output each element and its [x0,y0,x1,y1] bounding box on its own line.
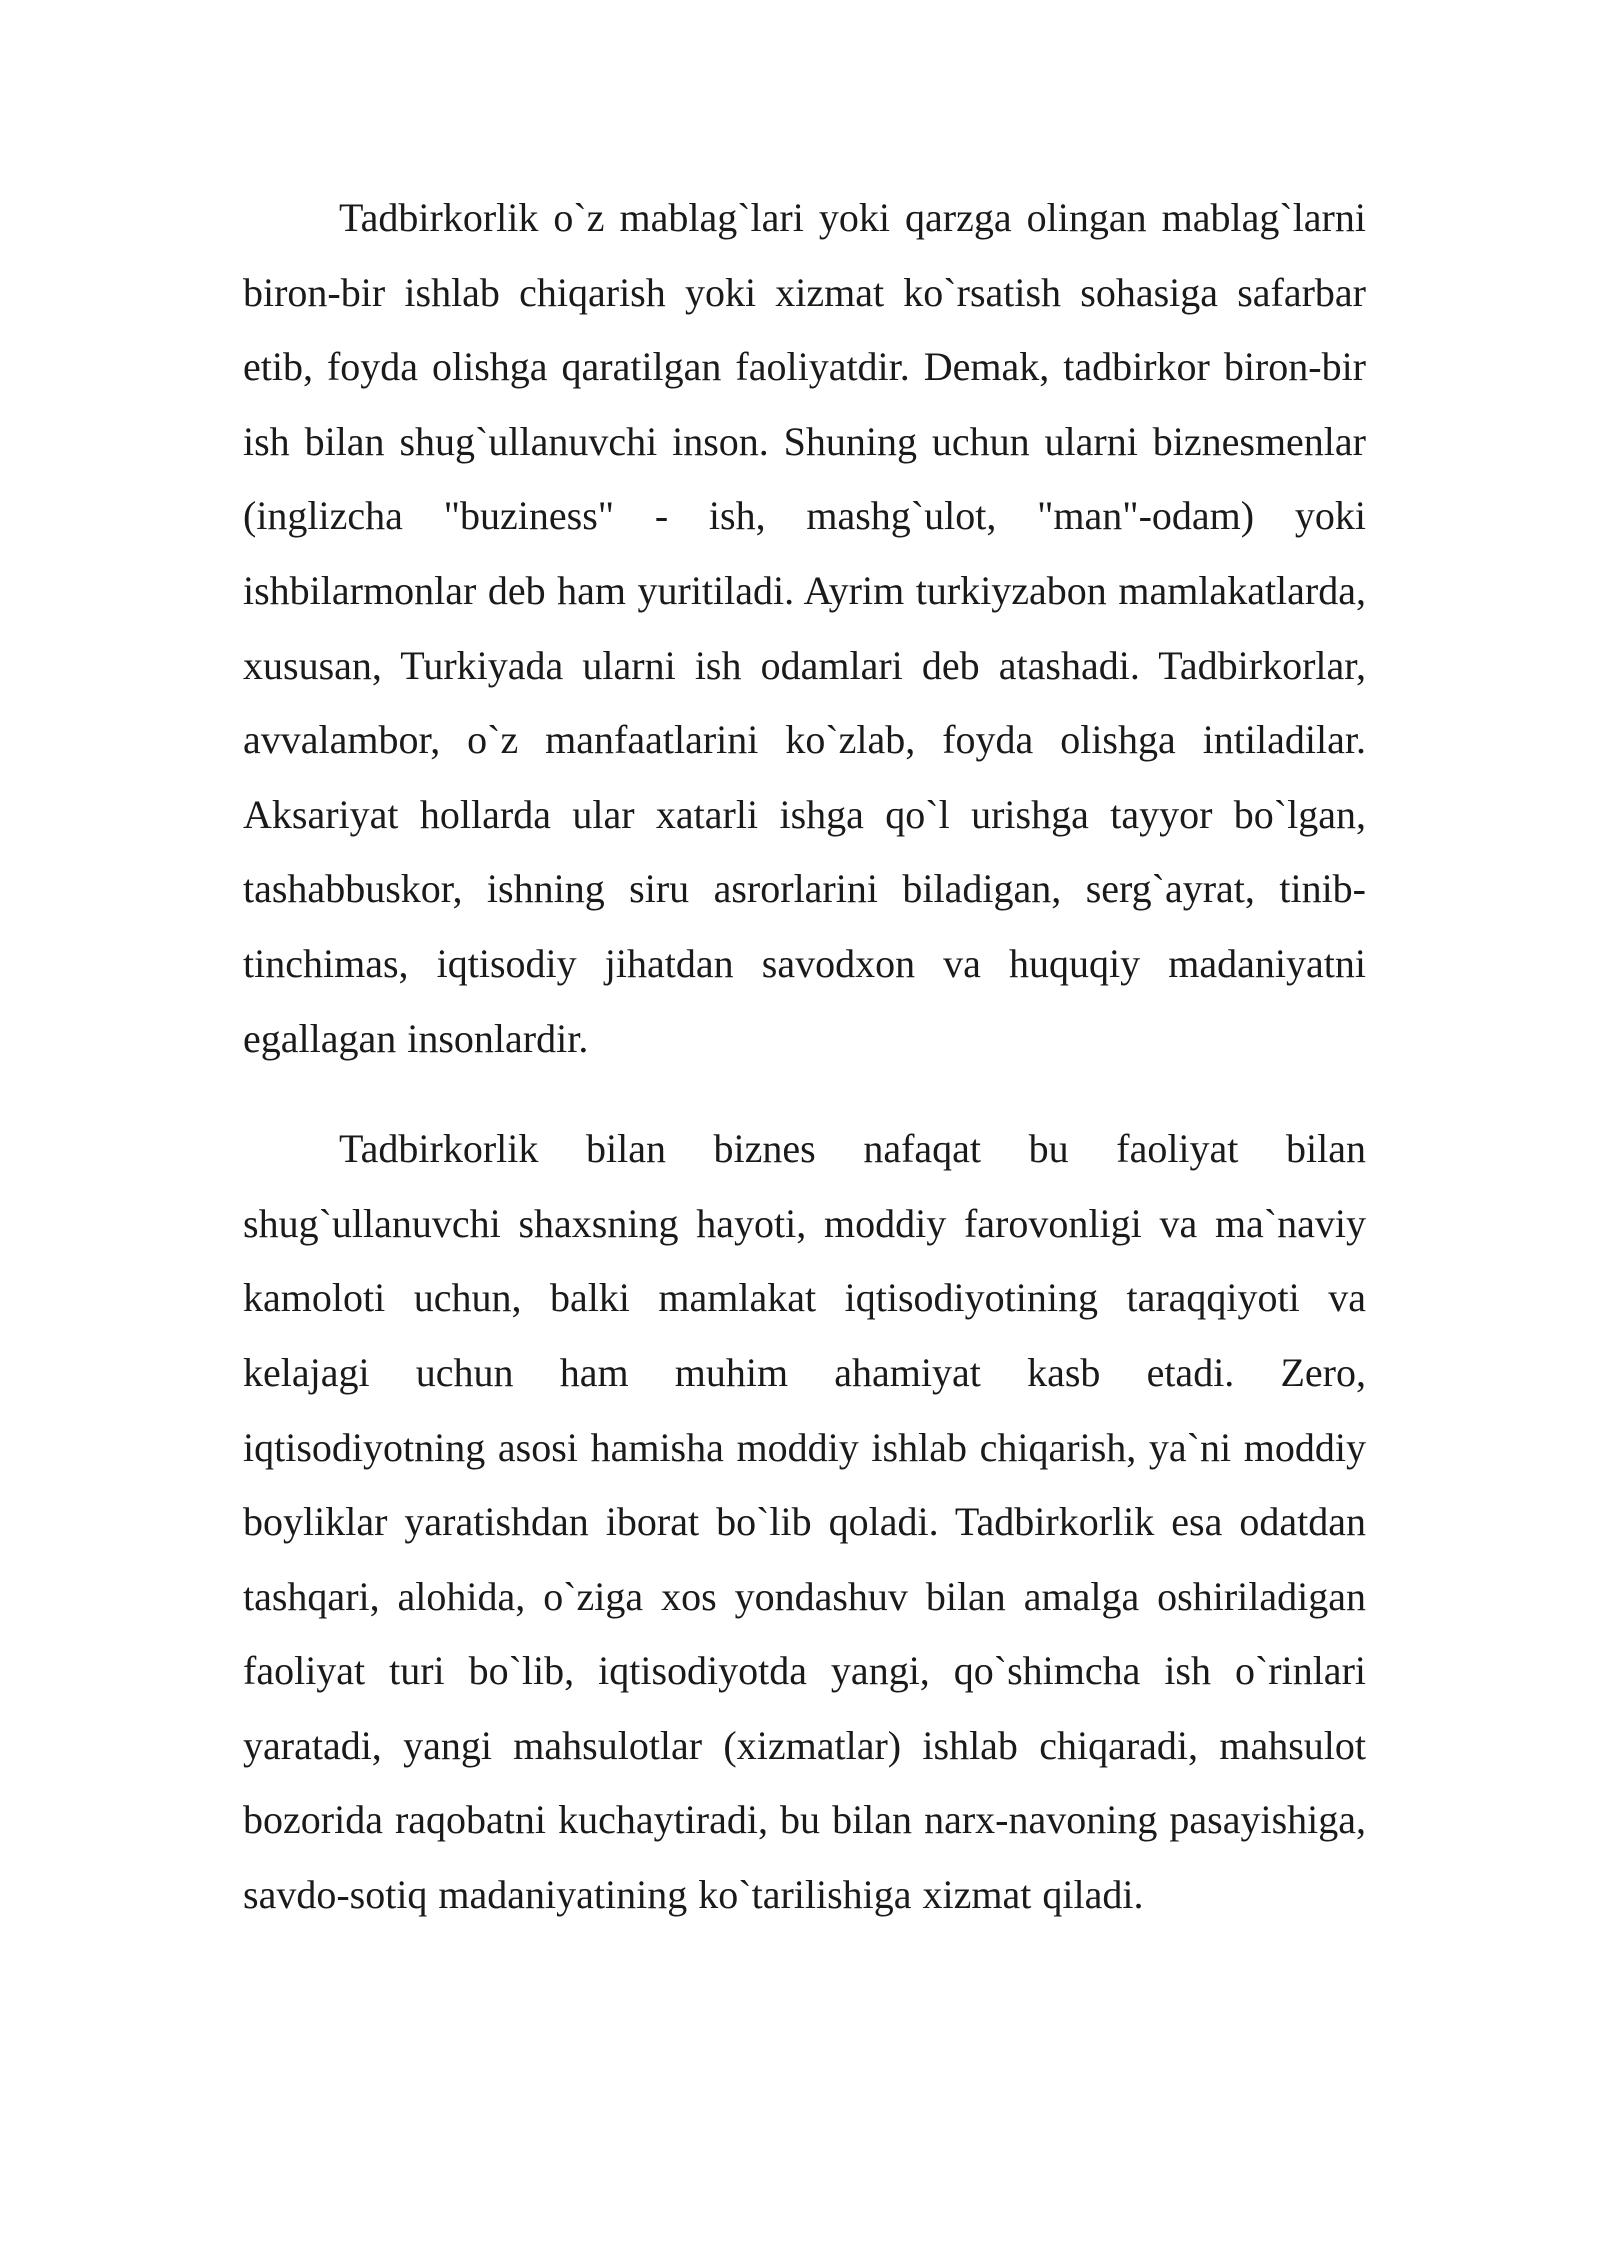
paragraph-1: Tadbirkorlik o`z mablag`lari yoki qarzga olingan mablag`larni biron-bir ishlab chiqarish yoki xizmat ko`rsatish sohasiga safarbar etib, foyda olishga qaratilgan faoliyatdir. Demak, tadbirkor biron-bir ish bilan shug`ullanuvchi inson. Shuning uchun ularni biznesmenlar (inglizcha "buziness" - ish, mashg`ulot, "man"-odam) yoki ishbilarmonlar deb ham yuritiladi. Ayrim turkiyzabon mamlakatlarda, xususan, Turkiyada ularni ish odamlari deb atashadi. Tadbirkorlar, avvalambor, o`z manfaatlarini ko`zlab, foyda olishga intiladilar. Aksariyat hollarda ular xatarli ishga qo`l urishga tayyor bo`lgan, tashabbuskor, ishning siru asrorlarini biladigan, serg`ayrat, tinib-tinchimas, iqtisodiy jihatdan savodxon va huquqiy madaniyatni egallagan insonlardir. [243,195,1366,1061]
document-body [243,181,1366,1933]
paragraph-2: Tadbirkorlik bilan biznes nafaqat bu faoliyat bilan shug`ullanuvchi shaxsning hayoti, moddiy farovonligi va ma`naviy kamoloti uchun, balki mamlakat iqtisodiyotining taraqqiyoti va kelajagi uchun ham muhim ahamiyat kasb etadi. Zero, iqtisodiyotning asosi hamisha moddiy ishlab chiqarish, ya`ni moddiy boyliklar yaratishdan iborat bo`lib qoladi. Tadbirkorlik esa odatdan tashqari, alohida, o`ziga xos yondashuv bilan amalga oshiriladigan faoliyat turi bo`lib, iqtisodiyotda yangi, qo`shimcha ish o`rinlari yaratadi, yangi mahsulotlar (xizmatlar) ishlab chiqaradi, mahsulot bozorida raqobatni kuchaytiradi, bu bilan narx-navoning pasayishiga, savdo-sotiq madaniyatining ko`tarilishiga xizmat qiladi. [243,1126,1366,1918]
